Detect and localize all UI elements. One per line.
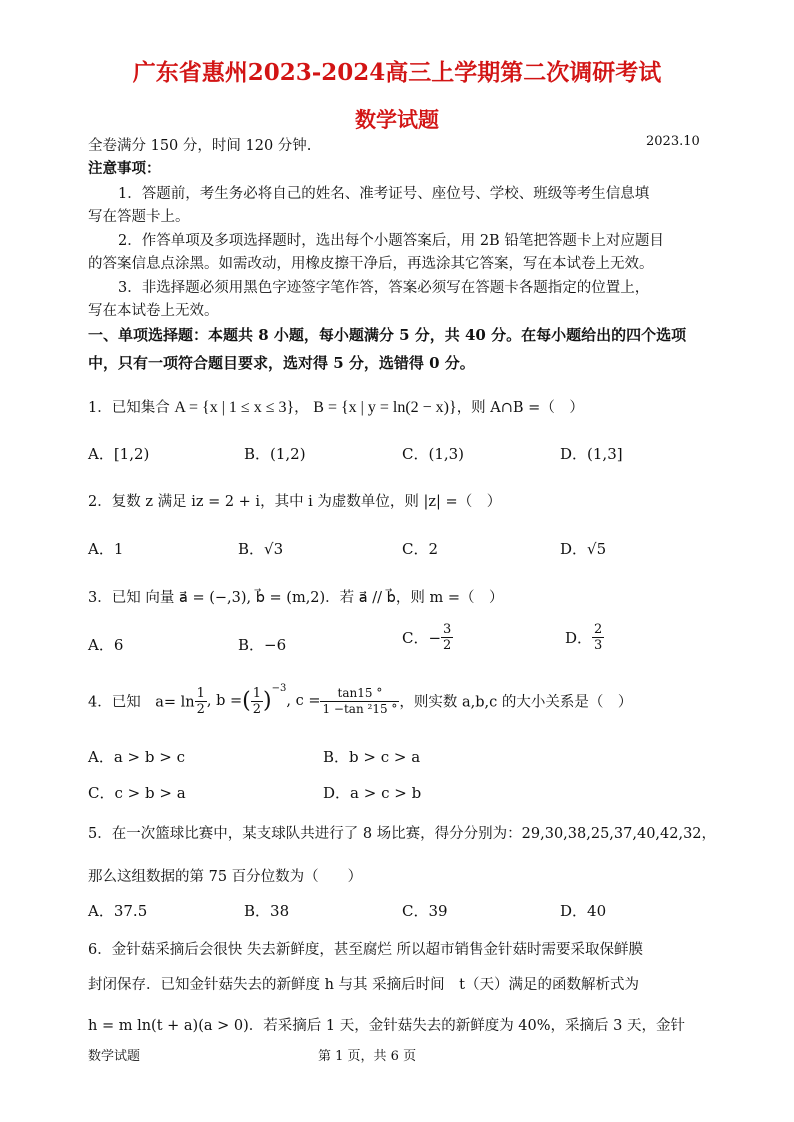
q4-f2-denominator: 2 (252, 701, 262, 717)
q4-fraction-2 (251, 686, 263, 717)
q1-option-a: A．[1,2) (88, 445, 150, 463)
q4-f3-numerator: tan15 ° (320, 686, 399, 702)
question-1-set-b: B = {x | y = ln(2 − x)} (313, 399, 457, 416)
exam-info: 全卷满分 150 分，时间 120 分钟. (88, 138, 312, 154)
q3-d-denominator: 3 (594, 638, 603, 653)
question-3-stem: 3．已知 向量 a⃗ = (−,3), b⃗ = (m,2)．若 a⃗ // b⃗，则 m =（ ） (88, 590, 504, 606)
q4-f1-denominator: 2 (196, 701, 205, 717)
q2-option-d: D．√5 (560, 540, 607, 558)
q2-option-b: B．√3 (238, 540, 284, 558)
note-1-line-1: 1．答题前，考生务必将自己的姓名、准考证号、座位号、学校、班级等考生信息填 (118, 186, 650, 202)
q3-option-c-fraction (441, 622, 453, 653)
q4-f2-numerator: 1 (252, 685, 262, 701)
q4-option-c: C．c > b > a (88, 784, 186, 802)
section-1-line-1: 一、单项选择题：本题共 8 小题，每小题满分 5 分，共 40 分。在每小题给出的四个选项 (88, 326, 687, 344)
question-1-number: 1．已知集合 (88, 400, 170, 416)
q4-fraction-1 (195, 686, 207, 717)
q3-c-denominator: 2 (443, 638, 452, 653)
exam-title: 广东省惠州2023-2024高三上学期第二次调研考试 (132, 59, 662, 86)
q4-option-d: D．a > c > b (323, 784, 422, 802)
q4-exponent: −3 (271, 683, 287, 694)
q3-option-d-prefix: D． (565, 629, 593, 647)
question-1-set-a: A = {x | 1 ≤ x ≤ 3} (174, 399, 295, 416)
q3-c-numerator: 3 (443, 622, 452, 637)
note-1-line-2: 写在答题卡上。 (88, 209, 190, 225)
q3-option-d-fraction (592, 622, 604, 653)
q3-option-d (565, 622, 604, 653)
question-2-stem: 2．复数 z 满足 iz = 2 + i，其中 i 为虚数单位，则 |z| =（ ） (88, 494, 502, 510)
note-3-line-2: 写在本试卷上无效。 (88, 303, 219, 319)
exam-date: 2023.10 (646, 134, 700, 149)
q2-option-c: C．2 (402, 540, 439, 558)
q2-option-a: A．1 (88, 540, 124, 558)
question-5-line-2: 那么这组数据的第 75 百分位数为（ ） (88, 869, 363, 885)
q3-option-b: B．−6 (238, 636, 287, 654)
q4-c-lead: , c = (286, 693, 321, 709)
q5-option-a: A．37.5 (88, 902, 148, 920)
q4-f3-denominator: 1 −tan ²15 ° (322, 701, 398, 716)
q4-paren-close: ) (263, 688, 272, 714)
question-6-line-1: 6．金针菇采摘后会很快 失去新鲜度，甚至腐烂 所以超市销售金针菇时需要采取保鲜膜 (88, 942, 643, 958)
q4-lead: 4．已知 a= ln (88, 694, 195, 711)
q4-ask: ，则实数 a,b,c 的大小关系是（ ） (399, 694, 633, 711)
question-1-stem (88, 396, 584, 417)
question-5-line-1: 5．在一次篮球比赛中，某支球队共进行了 8 场比赛，得分分别为：29,30,38,25,37,40,42,32， (88, 826, 717, 842)
note-2-line-2: 的答案信息点涂黑。如需改动，用橡皮擦干净后，再选涂其它答案，写在本试卷上无效。 (88, 256, 654, 272)
q3-option-a: A．6 (88, 636, 124, 654)
q4-mid: , b = (206, 693, 243, 709)
q1-option-c: C．(1,3) (402, 445, 465, 463)
footer-page-number: 第 1 页，共 6 页 (318, 1049, 417, 1064)
q5-option-d: D．40 (560, 902, 607, 920)
question-6-line-2: 封闭保存．已知金针菇失去的新鲜度 h 与其 采摘后时间 t（天）满足的函数解析式为 (88, 977, 639, 993)
q4-fraction-3 (320, 686, 399, 717)
question-6-line-3: h = m ln(t + a)(a > 0)．若采摘后 1 天，金针菇失去的新鲜度为 40%，采摘后 3 天，金针 (88, 1018, 685, 1034)
q3-d-numerator: 2 (594, 622, 603, 637)
q4-option-b: B．b > c > a (323, 748, 421, 766)
question-1-sep: ， (294, 400, 309, 416)
q1-option-d: D．(1,3] (560, 445, 623, 463)
subject-title: 数学试题 (355, 107, 439, 132)
notes-heading: 注意事项： (88, 160, 161, 177)
footer-subject: 数学试题 (88, 1049, 141, 1064)
q3-option-c-prefix: C．− (402, 629, 442, 647)
q4-paren-open: ( (242, 688, 251, 714)
q5-option-b: B．38 (244, 902, 290, 920)
q3-option-c (402, 622, 453, 653)
q4-option-a: A．a > b > c (88, 748, 185, 766)
q5-option-c: C．39 (402, 902, 448, 920)
q4-f1-numerator: 1 (196, 685, 205, 701)
question-1-ask: ，则 A∩B =（ ） (456, 400, 584, 416)
section-1-line-2: 中，只有一项符合题目要求，选对得 5 分，选错得 0 分。 (88, 354, 475, 372)
note-2-line-1: 2．作答单项及多项选择题时，选出每个小题答案后，用 2B 铅笔把答题卡上对应题目 (118, 233, 664, 249)
q1-option-b: B．(1,2) (244, 445, 306, 463)
question-4-stem (88, 683, 632, 717)
note-3-line-1: 3．非选择题必须用黑色字迹签字笔作答，答案必须写在答题卡各题指定的位置上， (118, 280, 650, 296)
